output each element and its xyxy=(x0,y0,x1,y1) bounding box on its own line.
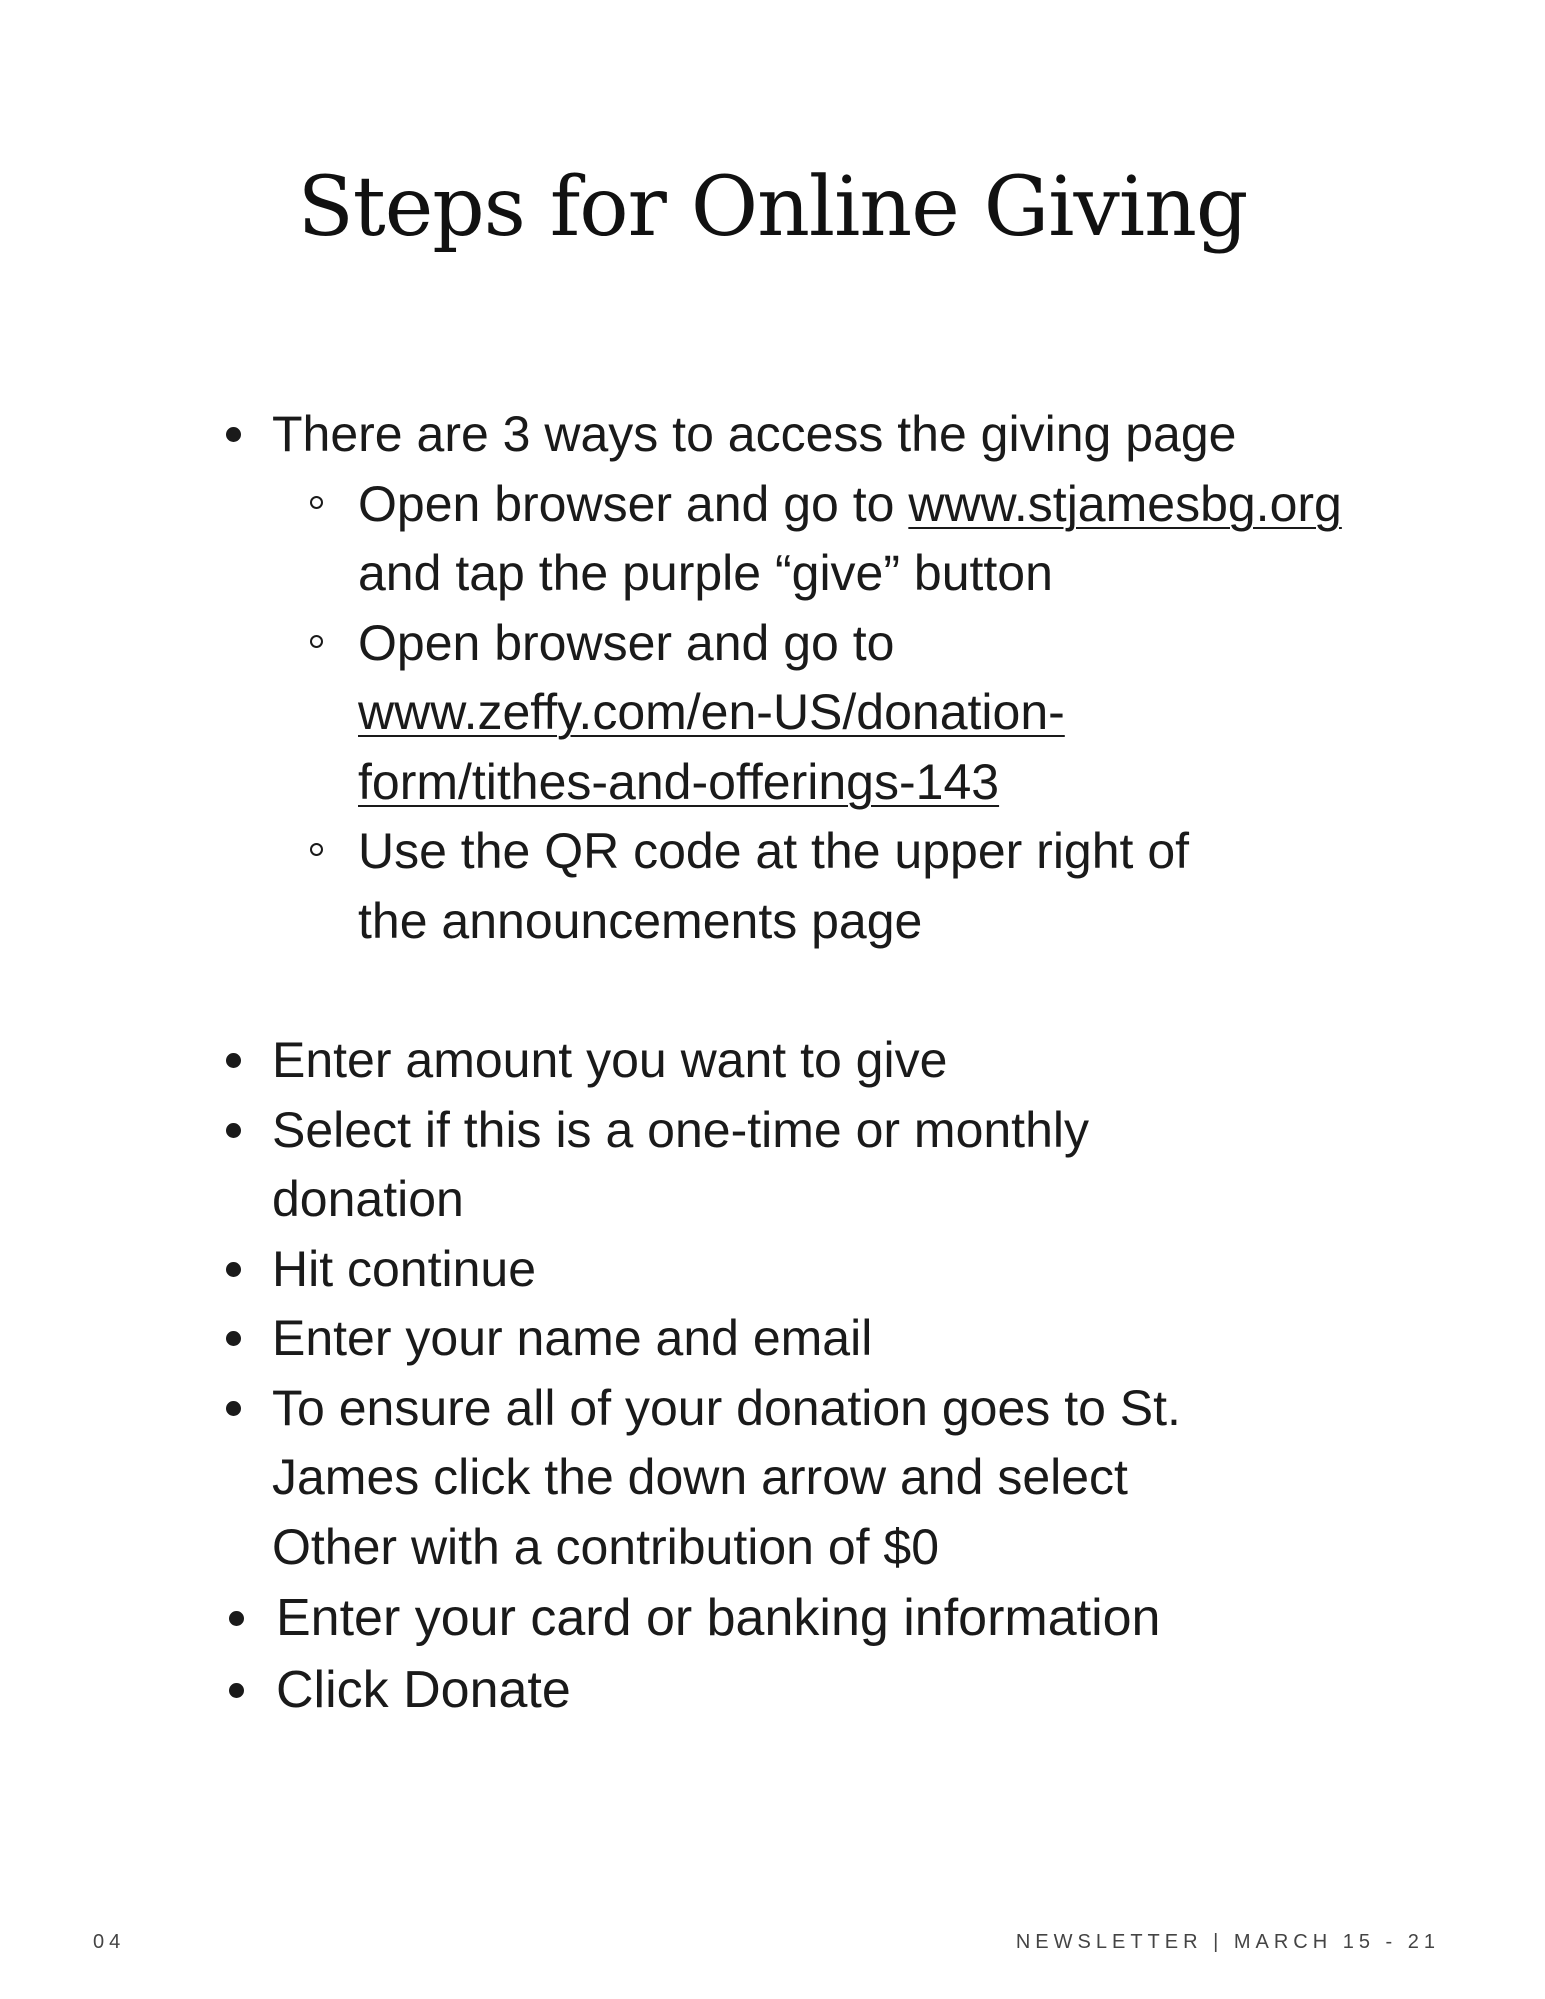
page-title: Steps for Online Giving xyxy=(297,160,1248,255)
steps-list xyxy=(222,1026,1382,1726)
step-line: Select if this is a one-time or monthly xyxy=(272,1101,1089,1158)
step-item: Enter your card or banking information xyxy=(222,1582,1382,1654)
step-item xyxy=(222,1096,1382,1235)
way-item-website: Open browser and go to www.stjamesbg.org and tap the purple “give” button xyxy=(308,470,1382,609)
zeffy-link-line-1: www.zeffy.com/en-US/donation- xyxy=(358,684,1065,740)
access-intro: There are 3 ways to access the giving page xyxy=(272,406,1237,462)
step-item xyxy=(222,1374,1382,1583)
step-line: To ensure all of your donation goes to St. xyxy=(272,1379,1181,1436)
list-item xyxy=(222,400,1382,956)
stjames-website-link[interactable]: www.stjamesbg.org xyxy=(908,475,1342,532)
qr-line-1: Use the QR code at the upper right of xyxy=(358,823,1190,879)
step-item: Click Donate xyxy=(222,1654,1382,1726)
step-line: James click the down arrow and select xyxy=(272,1449,1128,1505)
qr-line-2: the announcements page xyxy=(358,892,923,949)
step-line: donation xyxy=(272,1171,464,1227)
way-item-zeffy: Open browser and go to www.zeffy.com/en-US/donation- form/tithes-and-offerings-143 xyxy=(308,609,1382,818)
step-item: Hit continue xyxy=(222,1235,1382,1305)
zeffy-donation-link[interactable] xyxy=(358,684,1065,810)
step-item: Enter amount you want to give xyxy=(222,1026,1382,1096)
step-line: Other with a contribution of $0 xyxy=(272,1518,940,1575)
zeffy-link-line-2: form/tithes-and-offerings-143 xyxy=(358,753,1000,810)
footer-label: NEWSLETTER | MARCH 15 - 21 xyxy=(1015,1931,1440,1953)
step-item: Enter your name and email xyxy=(222,1304,1382,1374)
access-list xyxy=(222,400,1382,956)
way-item-qr-code xyxy=(308,817,1382,956)
giving-steps xyxy=(222,400,1382,1726)
page-number: 04 xyxy=(93,1931,126,1953)
ways-list xyxy=(308,470,1382,957)
